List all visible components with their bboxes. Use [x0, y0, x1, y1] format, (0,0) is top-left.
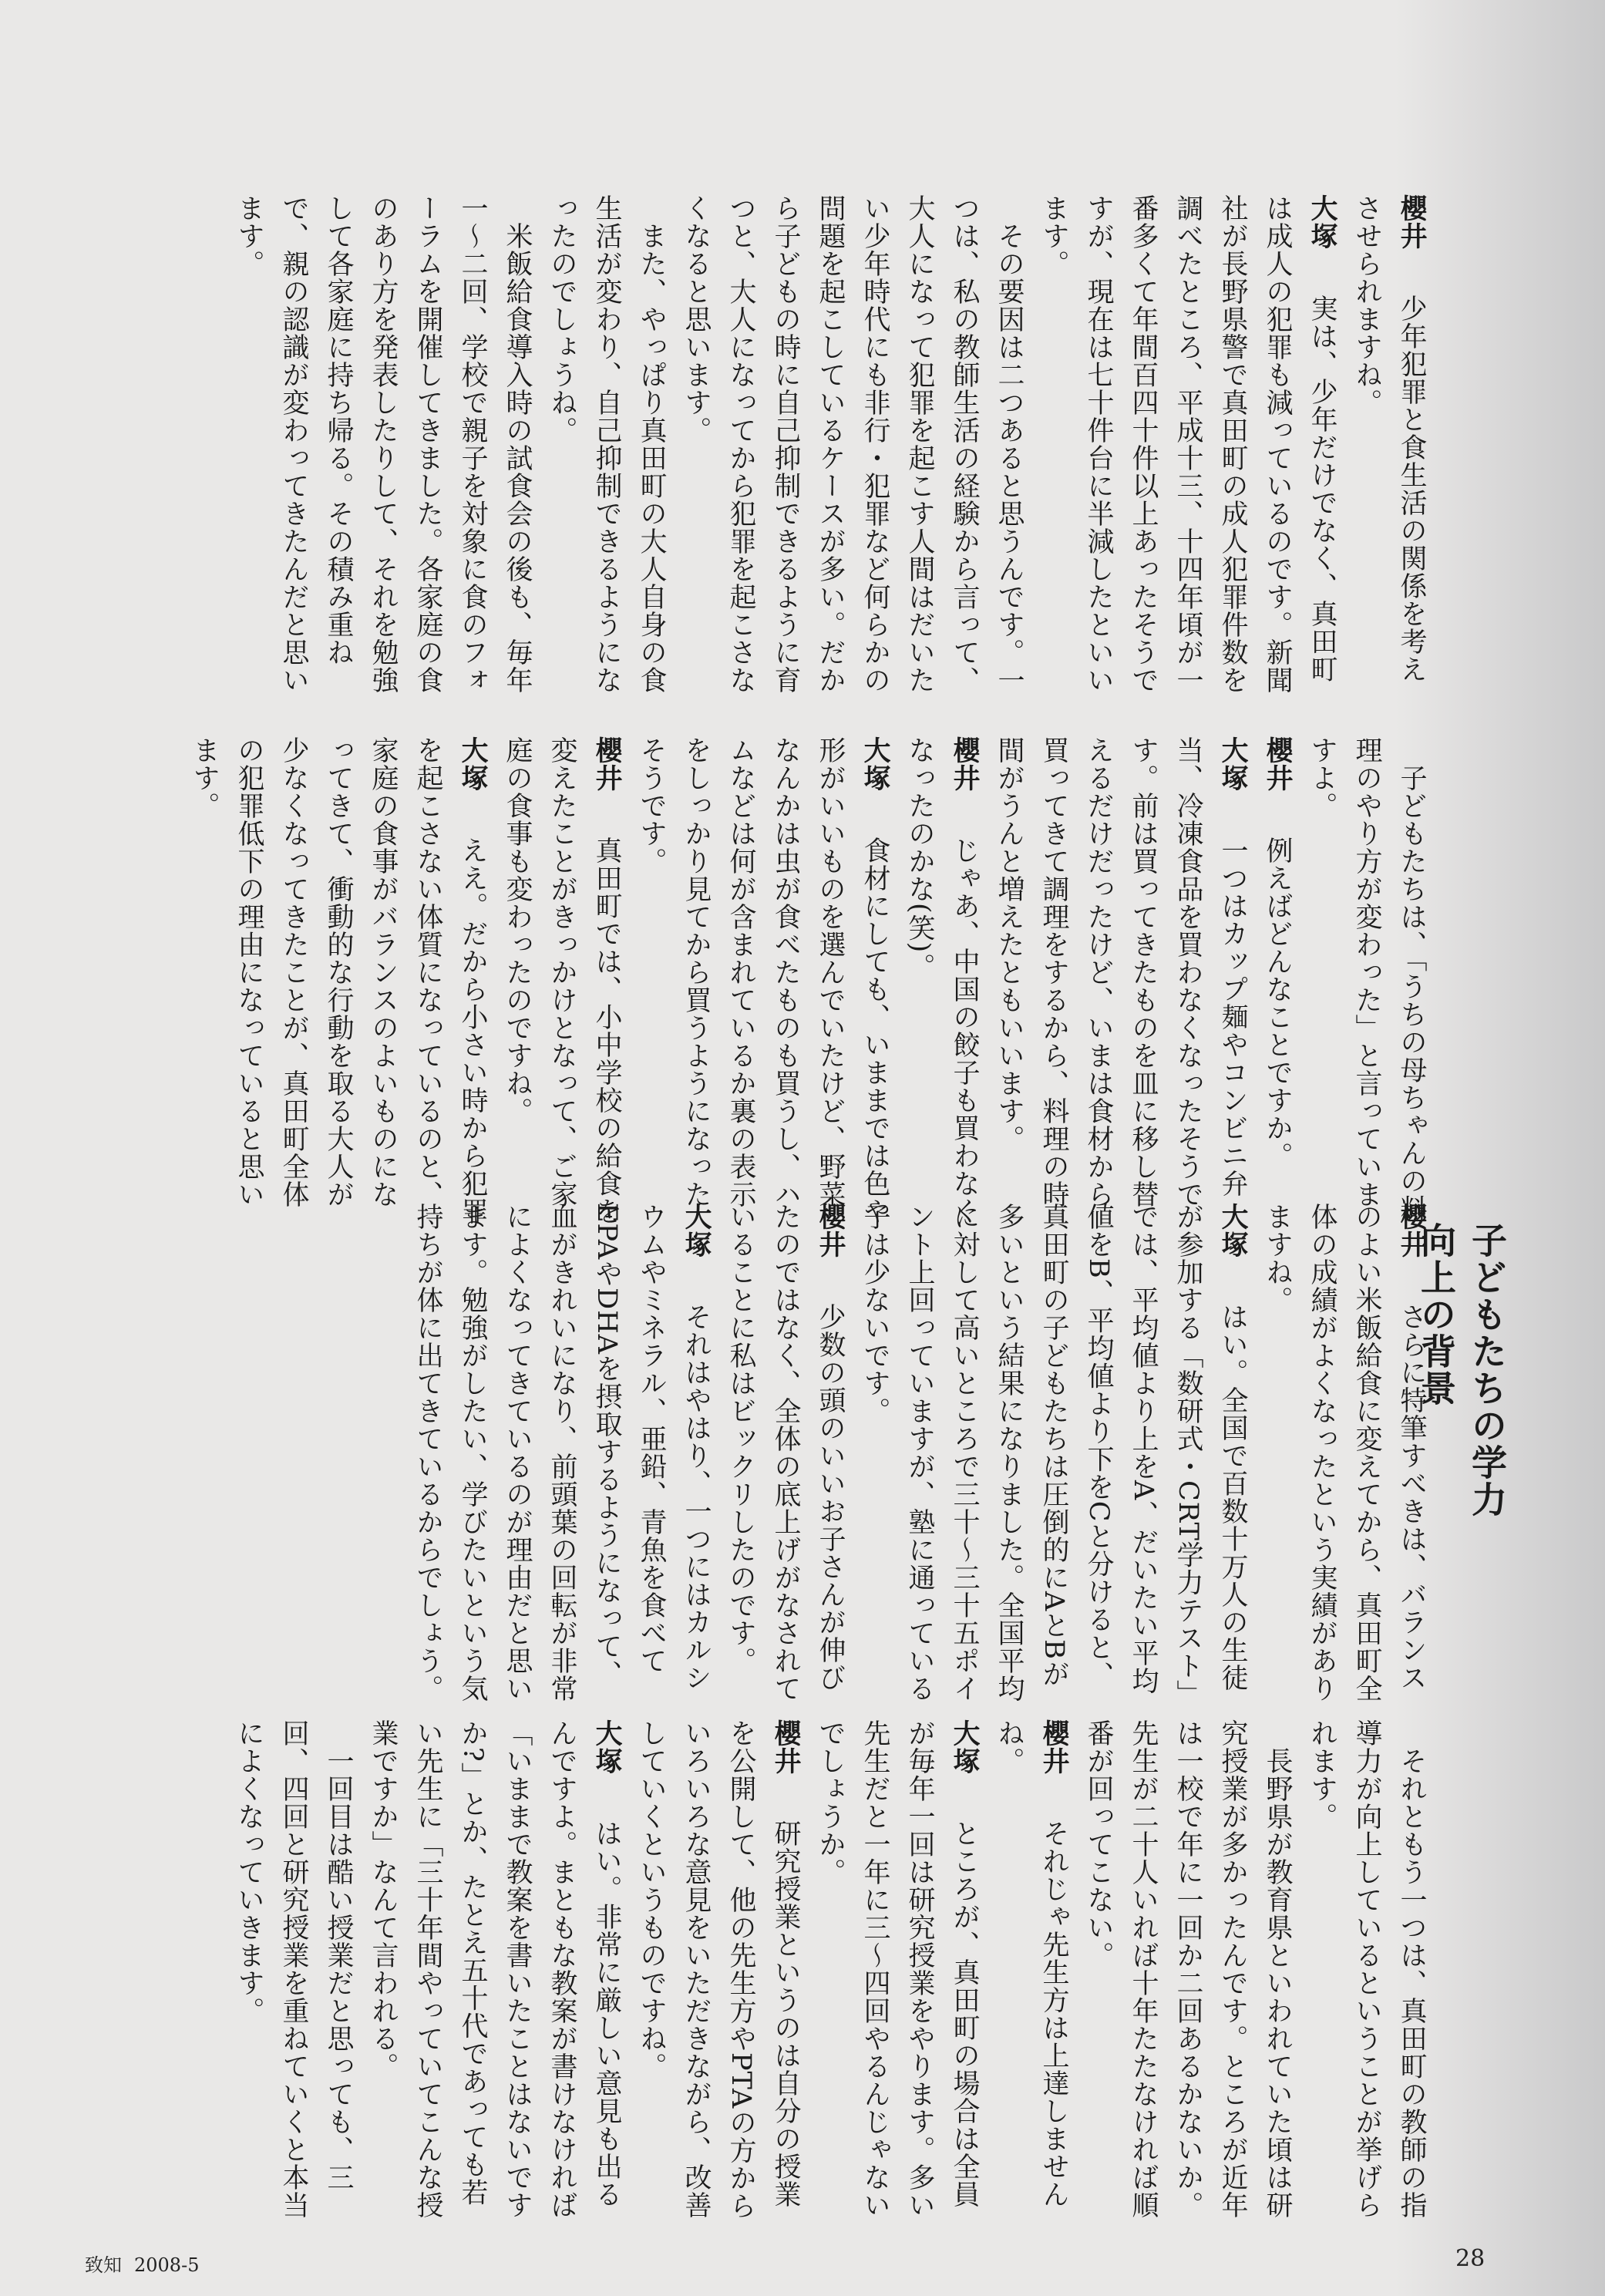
text-tier-3: [85, 1203, 1434, 1704]
speaker-label: 大塚: [1307, 194, 1338, 278]
issue-date: 2008-5: [134, 2254, 200, 2276]
paragraph: [1031, 194, 1344, 695]
paragraph-text: 子どもたちは、「うちの母ちゃんの料理のやり方が変わった」と言っていますよ。: [1307, 736, 1427, 1223]
paragraph: [853, 1203, 1255, 1704]
speaker-label: 櫻井: [591, 736, 622, 820]
paragraph: [1076, 1719, 1300, 2220]
speaker-label: 櫻井: [1396, 1203, 1427, 1286]
paragraph-text: 一回目は酷い授業だと思っても、三回、四回と研究授業を重ねていくと本当によくなっていきます。: [234, 1719, 354, 2219]
paragraph-text: ところが、真田町の場合は全員が毎年一回は研究授業をやります。多い先生だと一年に三〜四回やるんじゃないでしょうか。: [815, 1719, 980, 2219]
speaker-label: 櫻井: [770, 1719, 801, 1803]
paragraph: [227, 1719, 361, 2220]
paragraph: [405, 1203, 718, 1704]
speaker-label: 櫻井: [949, 736, 980, 820]
paragraph-text: 研究授業というのは自分の授業を公開して、他の先生方やPTAの方からいろいろな意見をいただきながら、改善していくというものですね。: [636, 1719, 801, 2220]
text-tier-2: [85, 736, 1434, 1230]
paragraph-text: 真田町では、小中学校の給食を変えたことがきっかけとなって、ご家庭の食事も変わったのですね。: [502, 736, 622, 1225]
paragraph-text: 少数の頭のいいお子さんが伸びたのではなく、全体の底上げがなされていることに私はビックリしたのです。: [725, 1203, 846, 1702]
paragraph: [1300, 736, 1434, 1230]
speaker-label: 櫻井: [815, 1203, 846, 1286]
speaker-label: 大塚: [457, 736, 488, 820]
paragraph: [1344, 194, 1434, 695]
paragraph: [495, 736, 629, 1230]
paragraph: [897, 736, 987, 1230]
paragraph-text: 長野県が教育県といわれていた頃は研究授業が多かったんです。ところが近年は一校で年に一回か二回あるかないか。先生が二十人いれば十年たたなければ順番が回ってこない。: [1083, 1719, 1293, 2219]
paragraph-text: はい。非常に厳しい意見も出るんですよ。まともな教案が書けなければ「いままで教案を書いたことはないですか?」とか、たとえ五十代であっても若い先生に「三十年間やっていてこんな授業ですか」なんて言われる。: [368, 1719, 622, 2219]
speaker-label: 櫻井: [1396, 194, 1427, 278]
speaker-label: 大塚: [949, 1719, 980, 1803]
paragraph-text: その要因は二つあると思うんです。一つは、私の教師生活の経験から言って、大人になって犯罪を起こす人間はだいたい少年時代にも非行・犯罪など何らかの問題を起こしているケースが多い。だから子どもの時に自己抑制できるように育つと、大人になってから犯罪を起こさなくなると思います。: [681, 194, 1025, 694]
tier-2-column: [85, 736, 1434, 1230]
speaker-label: 大塚: [860, 736, 890, 820]
paragraph: [361, 1719, 629, 2220]
paragraph: [1255, 1203, 1434, 1704]
text-tier-4: [85, 1719, 1434, 2220]
paragraph-text: それはやはり、一つにはカルシウムやミネラル、亜鉛、青魚を食べてEPAやDHAを摂取するようになって、血がきれいになり、前頭葉の回転が非常によくなってきているのが理由だと思います。勉強がしたい、学びたいという気持ちが体に出てきているからでしょう。: [412, 1203, 712, 1702]
paragraph-text: また、やっぱり真田町の大人自身の食生活が変わり、自己抑制できるようになったのでしょうね。: [547, 194, 667, 694]
paragraph: [1300, 1719, 1434, 2220]
paragraph-text: 米飯給食導入時の試食会の後も、毎年一〜二回、学校で親子を対象に食のフォーラムを開催してきました。各家庭の食のあり方を発表したりして、それを勉強して各家庭に持ち帰る。その積み重ねで、親の認識が変わってきたんだと思います。: [234, 194, 533, 694]
paragraph-text: じゃあ、中国の餃子も買わなくなったのかな(笑)。: [904, 736, 980, 1225]
paragraph: [808, 1719, 987, 2220]
paragraph: [674, 194, 1031, 695]
speaker-label: 大塚: [591, 1719, 622, 1803]
paragraph-text: 食材にしても、いままでは色や形がいいものを選んでいたけど、野菜なんかは虫が食べたものも買うし、ハムなどは何が含まれているか裏の表示をしっかり見てから買うようになったそうです。: [636, 736, 890, 1225]
paragraph: [629, 1719, 808, 2220]
paragraph-text: それともう一つは、真田町の教師の指導力が向上しているということが挙げられます。: [1307, 1719, 1427, 2219]
tier-3-column: [170, 1203, 1434, 1704]
paragraph-text: ええ。だから小さい時から犯罪を起こさない体質になっているのと、家庭の食事がバランスのよいものになってきて、衝動的な行動を取る大人が少なくなってきたことが、真田町全体の犯罪低下の理由になっていると思います。: [189, 736, 488, 1225]
paragraph-text: 少年犯罪と食生活の関係を考えさせられますね。: [1351, 194, 1427, 683]
speaker-label: 櫻井: [1262, 736, 1293, 820]
paragraph: [540, 194, 674, 695]
tier-1-column: [85, 194, 1434, 695]
paragraph: [182, 736, 495, 1230]
paragraph: [987, 736, 1255, 1230]
paragraph-text: 一つはカップ麺やコンビニ弁当、冷凍食品を買わなくなったそうです。前は買ってきたものを皿に移し替えるだけだったけど、いまは食材から買ってきて調理をするから、料理の時間がうんと増えたともいいます。: [994, 736, 1248, 1208]
paragraph-text: それじゃ先生方は上達しませんね。: [994, 1719, 1069, 2208]
section-heading: 子どもたちの学力向上の背景: [1415, 1222, 1508, 1518]
magazine-name: 致知: [85, 2254, 122, 2276]
text-tier-1: [85, 194, 1434, 695]
paragraph: [718, 1203, 853, 1704]
paragraph: [629, 736, 897, 1230]
page-number: 28: [1455, 2245, 1486, 2272]
paragraph-text: さらに特筆すべきは、バランスのよい米飯給食に変えてから、真田町全体の成績がよくなったという実績がありますね。: [1262, 1203, 1427, 1702]
speaker-label: 大塚: [681, 1203, 712, 1286]
footer-magazine-info: [85, 2250, 211, 2277]
paragraph: [227, 194, 540, 695]
speaker-label: 大塚: [1217, 1203, 1248, 1286]
speaker-label: 櫻井: [1038, 1719, 1069, 1803]
paragraph-text: 実は、少年だけでなく、真田町は成人の犯罪も減っているのです。新聞社が長野県警で真田町の成人犯罪件数を調べたところ、平成十三、十四年頃が一番多くて年間百四十件以上あったそうですが、現在は七十件台に半減したといいます。: [1038, 194, 1338, 694]
paragraph-text: 例えばどんなことですか。: [1262, 837, 1293, 1170]
paragraph: [1255, 736, 1300, 1230]
speaker-label: 大塚: [1217, 736, 1248, 820]
paragraph: [987, 1719, 1076, 2220]
paragraph-text: はい。全国で百数十万人の生徒が参加する「数研式・CRT学力テスト」では、平均値より上をA、だいたい平均値をB、平均値より下をCと分けると、真田町の子どもたちは圧倒的にAとBが多いという結果になりました。全国平均に対して高いところで三十〜三十五ポイント上回っていますが、塾に通っている子は少ないです。: [860, 1203, 1248, 1702]
tier-4-column: [85, 1719, 1434, 2220]
